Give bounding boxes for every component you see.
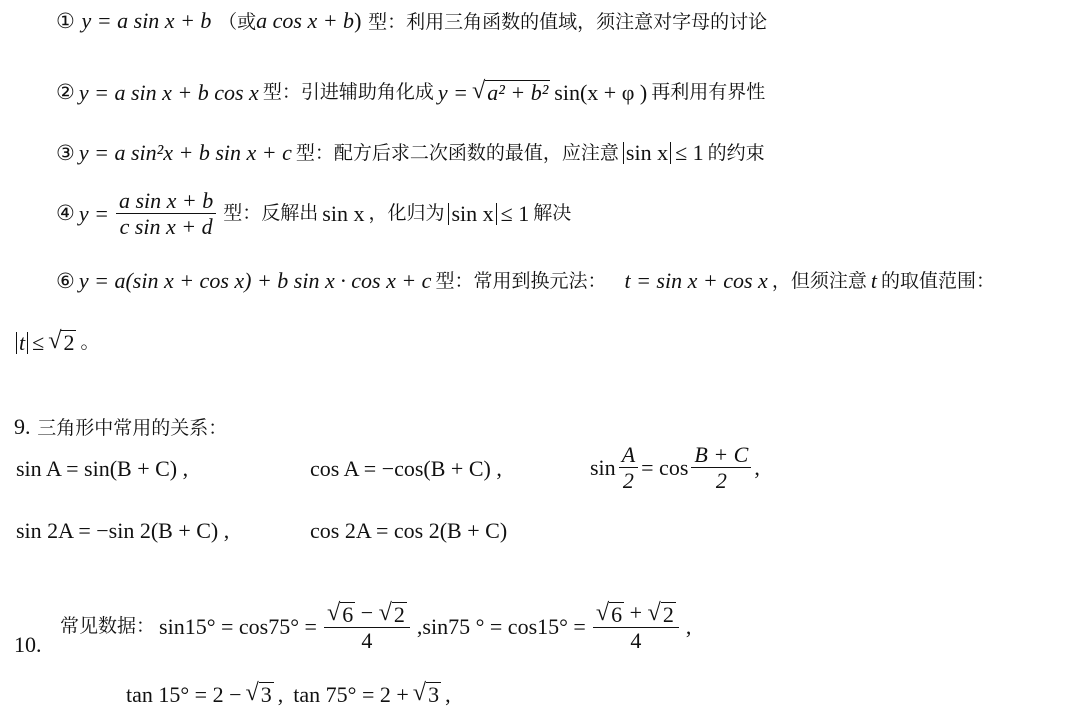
- item-1: [56, 10, 767, 32]
- formula: a cos x + b: [256, 8, 355, 33]
- item-marker: ①: [56, 9, 75, 33]
- text: 。: [80, 331, 100, 354]
- formula: y = a sin x + b cos x: [78, 79, 259, 105]
- denominator: 4: [630, 628, 642, 654]
- section-number: 10.: [14, 632, 42, 657]
- radical-sign-icon: √: [471, 77, 486, 104]
- item-6: [56, 270, 995, 292]
- item-2: [56, 77, 766, 105]
- fraction: [593, 600, 679, 653]
- square-root: [378, 599, 407, 627]
- fraction: [324, 600, 410, 653]
- item-marker: ②: [56, 80, 75, 105]
- text: ,: [685, 613, 692, 639]
- radical-sign-icon: √: [326, 599, 341, 626]
- fraction: [691, 442, 751, 494]
- radicand: 6: [342, 602, 354, 627]
- square-root: [326, 599, 355, 627]
- text: = cos: [641, 454, 689, 480]
- radicand: 3: [260, 682, 272, 707]
- formula: sin(x + φ ): [554, 79, 648, 105]
- formula: tan 75° = 2 +: [293, 681, 409, 707]
- section-9-heading: [14, 416, 227, 438]
- description: ，但须注意: [771, 269, 867, 292]
- text: ,: [754, 454, 760, 480]
- section-10-line-2: [126, 679, 451, 707]
- item-3: [56, 142, 765, 164]
- radical-sign-icon: √: [412, 679, 427, 706]
- text: ,: [445, 681, 451, 707]
- denominator: 2: [622, 468, 634, 494]
- fraction: [116, 188, 216, 240]
- description: 再利用有界性: [651, 81, 766, 104]
- variable: t: [870, 268, 877, 293]
- substitution: t = sin x + cos x: [624, 268, 768, 293]
- formula: y =: [78, 200, 109, 226]
- numerator: A: [619, 442, 638, 468]
- numerator: [593, 600, 679, 628]
- formula: tan 15° = 2 −: [126, 681, 242, 707]
- absolute-value: sin x: [623, 142, 671, 164]
- formula: y = a(sin x + cos x) + b sin x · cos x + c: [78, 268, 432, 293]
- operator: ≤: [32, 329, 45, 355]
- item-6-continuation: [16, 327, 100, 355]
- square-root: [647, 599, 676, 627]
- radical-sign-icon: √: [647, 599, 661, 626]
- operator: −: [360, 600, 374, 625]
- absolute-value: t: [16, 332, 28, 354]
- formula: sin x: [322, 200, 365, 226]
- formula-half-angle: [590, 442, 760, 494]
- operator: +: [629, 600, 643, 625]
- text: ,: [277, 681, 284, 707]
- numerator: B + C: [691, 442, 751, 468]
- radicand: 2: [393, 602, 405, 627]
- condition: ≤ 1: [500, 200, 530, 226]
- radicand: 3: [428, 682, 440, 707]
- radical-sign-icon: √: [245, 679, 259, 706]
- section-title: 常见数据：: [60, 615, 156, 638]
- formula-sin-2a: sin 2A = −sin 2(B + C) ,: [16, 518, 230, 543]
- text: ): [354, 8, 362, 33]
- item-marker: ④: [56, 201, 75, 226]
- description: 型：引进辅助角化成: [262, 81, 434, 104]
- square-root: [471, 77, 550, 105]
- radicand: 2: [63, 330, 75, 355]
- denominator: c sin x + d: [119, 214, 213, 240]
- radicand: 2: [662, 602, 674, 627]
- item-4: [56, 188, 571, 240]
- text: sin: [590, 454, 616, 480]
- formula: y = a sin²x + b sin x + c: [78, 140, 292, 165]
- formula: y = a sin x + b: [81, 8, 212, 33]
- formula: sin15° = cos75° =: [159, 613, 317, 639]
- square-root: [245, 679, 274, 707]
- formula-cos-2a: cos 2A = cos 2(B + C): [310, 518, 508, 543]
- section-title: 三角形中常用的关系：: [37, 417, 228, 439]
- formula-cos-a: cos A = −cos(B + C) ,: [310, 456, 502, 481]
- fraction: [619, 442, 638, 494]
- description: 型：配方后求二次函数的最值，应注意: [295, 141, 619, 164]
- denominator: 4: [361, 628, 373, 654]
- description: 解决: [533, 202, 572, 225]
- numerator: a sin x + b: [116, 188, 216, 214]
- description: 的取值范围：: [880, 269, 995, 292]
- description: 型：利用三角函数的值域，须注意对字母的讨论: [368, 11, 768, 33]
- numerator: [324, 600, 410, 628]
- radicand: a² + b²: [487, 80, 549, 105]
- description: 型：反解出: [223, 202, 319, 225]
- section-number: 9.: [14, 414, 31, 439]
- formula-sin-a: sin A = sin(B + C) ,: [16, 456, 189, 481]
- condition: ≤ 1: [675, 140, 704, 165]
- description: 的约束: [707, 141, 765, 164]
- radical-sign-icon: √: [378, 599, 392, 626]
- square-root: [48, 327, 76, 355]
- text: （或: [218, 11, 257, 33]
- description: 型：常用到换元法：: [435, 269, 607, 292]
- formula: ,sin75 ° = cos15° =: [416, 613, 586, 639]
- square-root: [595, 599, 624, 627]
- absolute-value: sin x: [448, 203, 496, 225]
- radical-sign-icon: √: [48, 327, 62, 354]
- formula: y =: [437, 79, 468, 105]
- radical-sign-icon: √: [595, 599, 610, 626]
- item-marker: ⑥: [56, 268, 75, 293]
- description: ，化归为: [368, 202, 445, 225]
- section-10-line-1: [60, 600, 691, 653]
- radicand: 6: [611, 602, 623, 627]
- item-marker: ③: [56, 140, 75, 165]
- square-root: [412, 679, 441, 707]
- denominator: 2: [715, 468, 727, 494]
